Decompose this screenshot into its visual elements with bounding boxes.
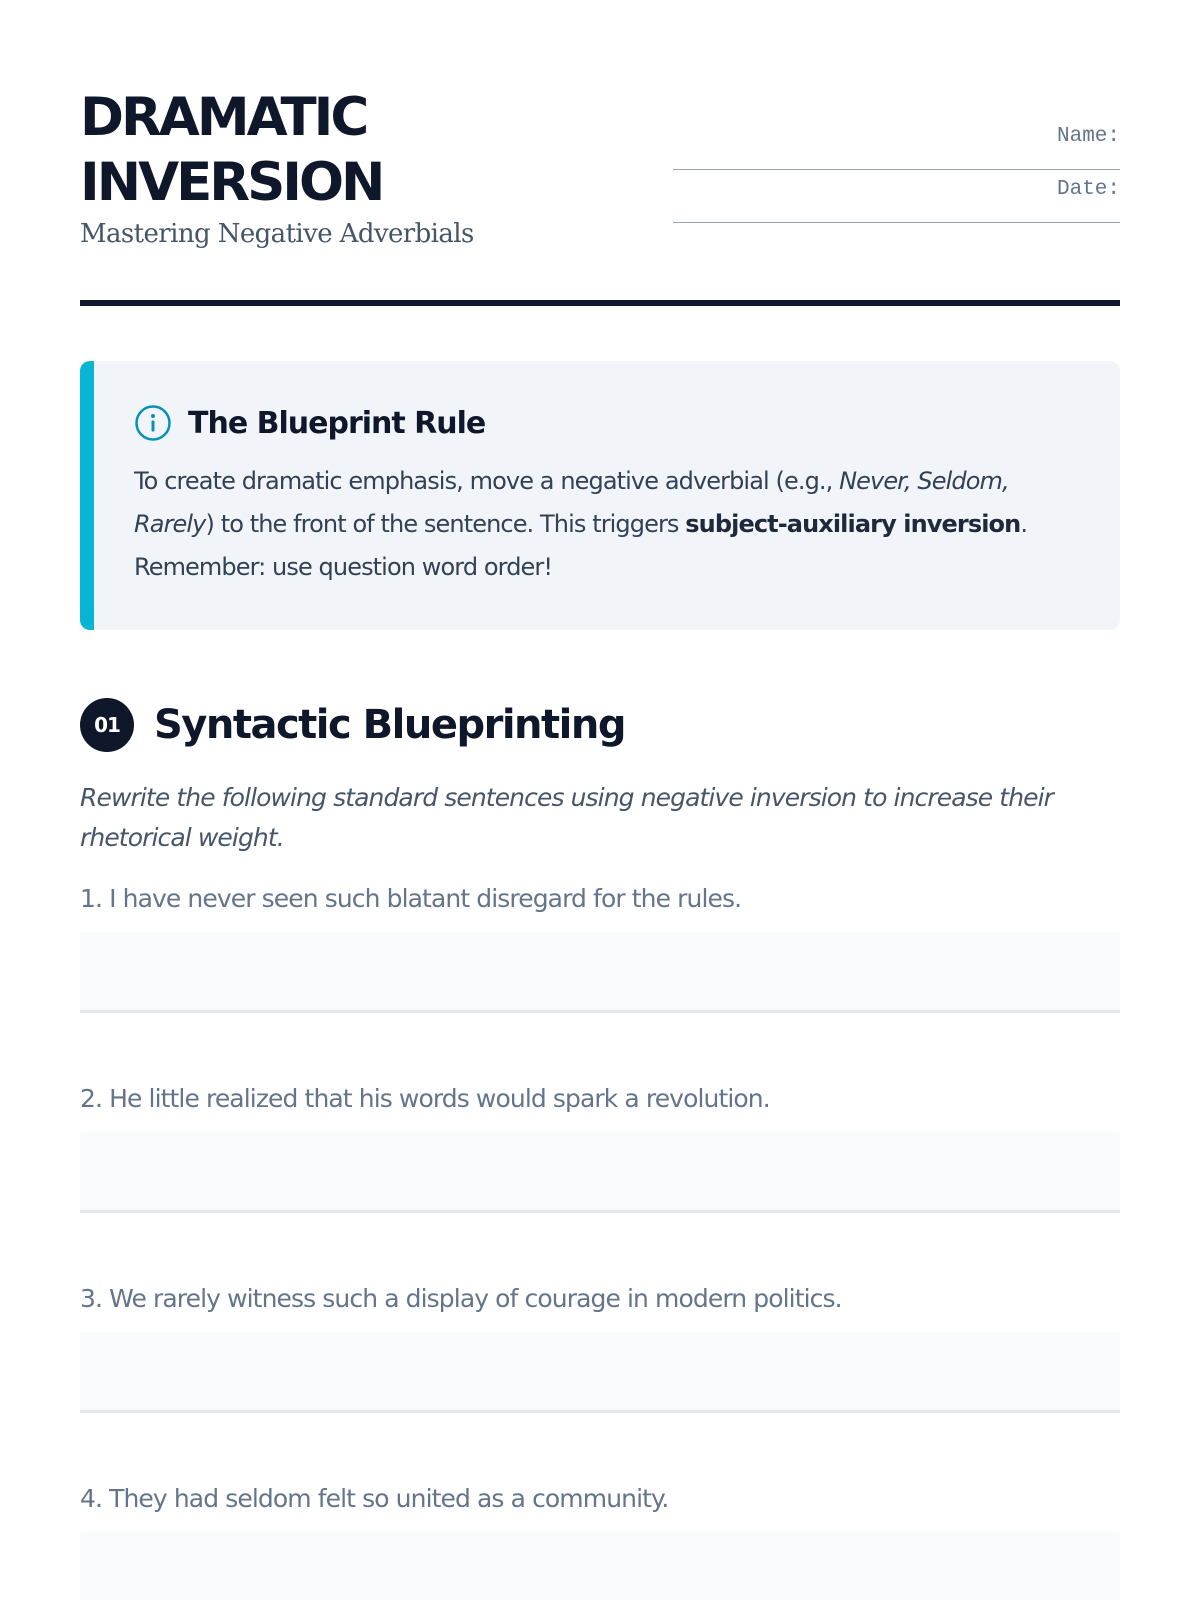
header-divider (80, 300, 1120, 306)
section-number-badge: 01 (80, 698, 134, 752)
exercise-prompt: 2. He little realized that his words would spark a revolution. (80, 1084, 770, 1113)
section-title: Syntactic Blueprinting (154, 702, 625, 748)
page-title (80, 85, 640, 215)
callout-header (134, 403, 485, 443)
exercise-item (80, 882, 1120, 916)
exercise-prompt: 3. We rarely witness such a display of courage in modern politics. (80, 1284, 842, 1313)
callout-examples: Never, Seldom, Rarely (134, 467, 1009, 538)
name-field[interactable] (673, 169, 1120, 170)
worksheet-header (80, 85, 1120, 263)
callout-emphasis: subject-auxiliary inversion (685, 510, 1021, 538)
callout-text-part: To create dramatic emphasis, move a negative adverbial (e.g., (134, 467, 840, 495)
answer-field[interactable] (80, 1332, 1120, 1413)
callout-accent-bar (80, 361, 94, 630)
student-fields (673, 125, 1120, 231)
exercise-prompt: 1. I have never seen such blatant disregard for the rules. (80, 884, 742, 913)
callout-body (134, 460, 1074, 589)
exercise-prompt: 4. They had seldom felt so united as a community. (80, 1484, 669, 1513)
answer-field[interactable] (80, 1532, 1120, 1600)
exercise-item (80, 1482, 1120, 1516)
callout-text-part: . Remember: use question word order! (134, 510, 1028, 581)
page-subtitle: Mastering Negative Adverbials (80, 219, 474, 249)
callout-title: The Blueprint Rule (188, 405, 486, 441)
rule-callout (80, 361, 1120, 630)
info-icon (134, 404, 172, 442)
exercise-item (80, 1082, 1120, 1116)
date-label: Date: (1056, 178, 1120, 201)
date-field[interactable] (673, 222, 1120, 223)
name-label: Name: (1056, 125, 1120, 148)
section-header (80, 698, 625, 752)
section-instructions: Rewrite the following standard sentences using negative inversion to increase their rhetorical weight. (80, 783, 1054, 852)
answer-field[interactable] (80, 1132, 1120, 1213)
title-line-2: INVERSION (80, 152, 383, 213)
exercise-item (80, 1282, 1120, 1316)
answer-field[interactable] (80, 932, 1120, 1013)
callout-text-part: ) to the front of the sentence. This triggers (205, 510, 686, 538)
title-line-1: DRAMATIC (80, 87, 367, 148)
